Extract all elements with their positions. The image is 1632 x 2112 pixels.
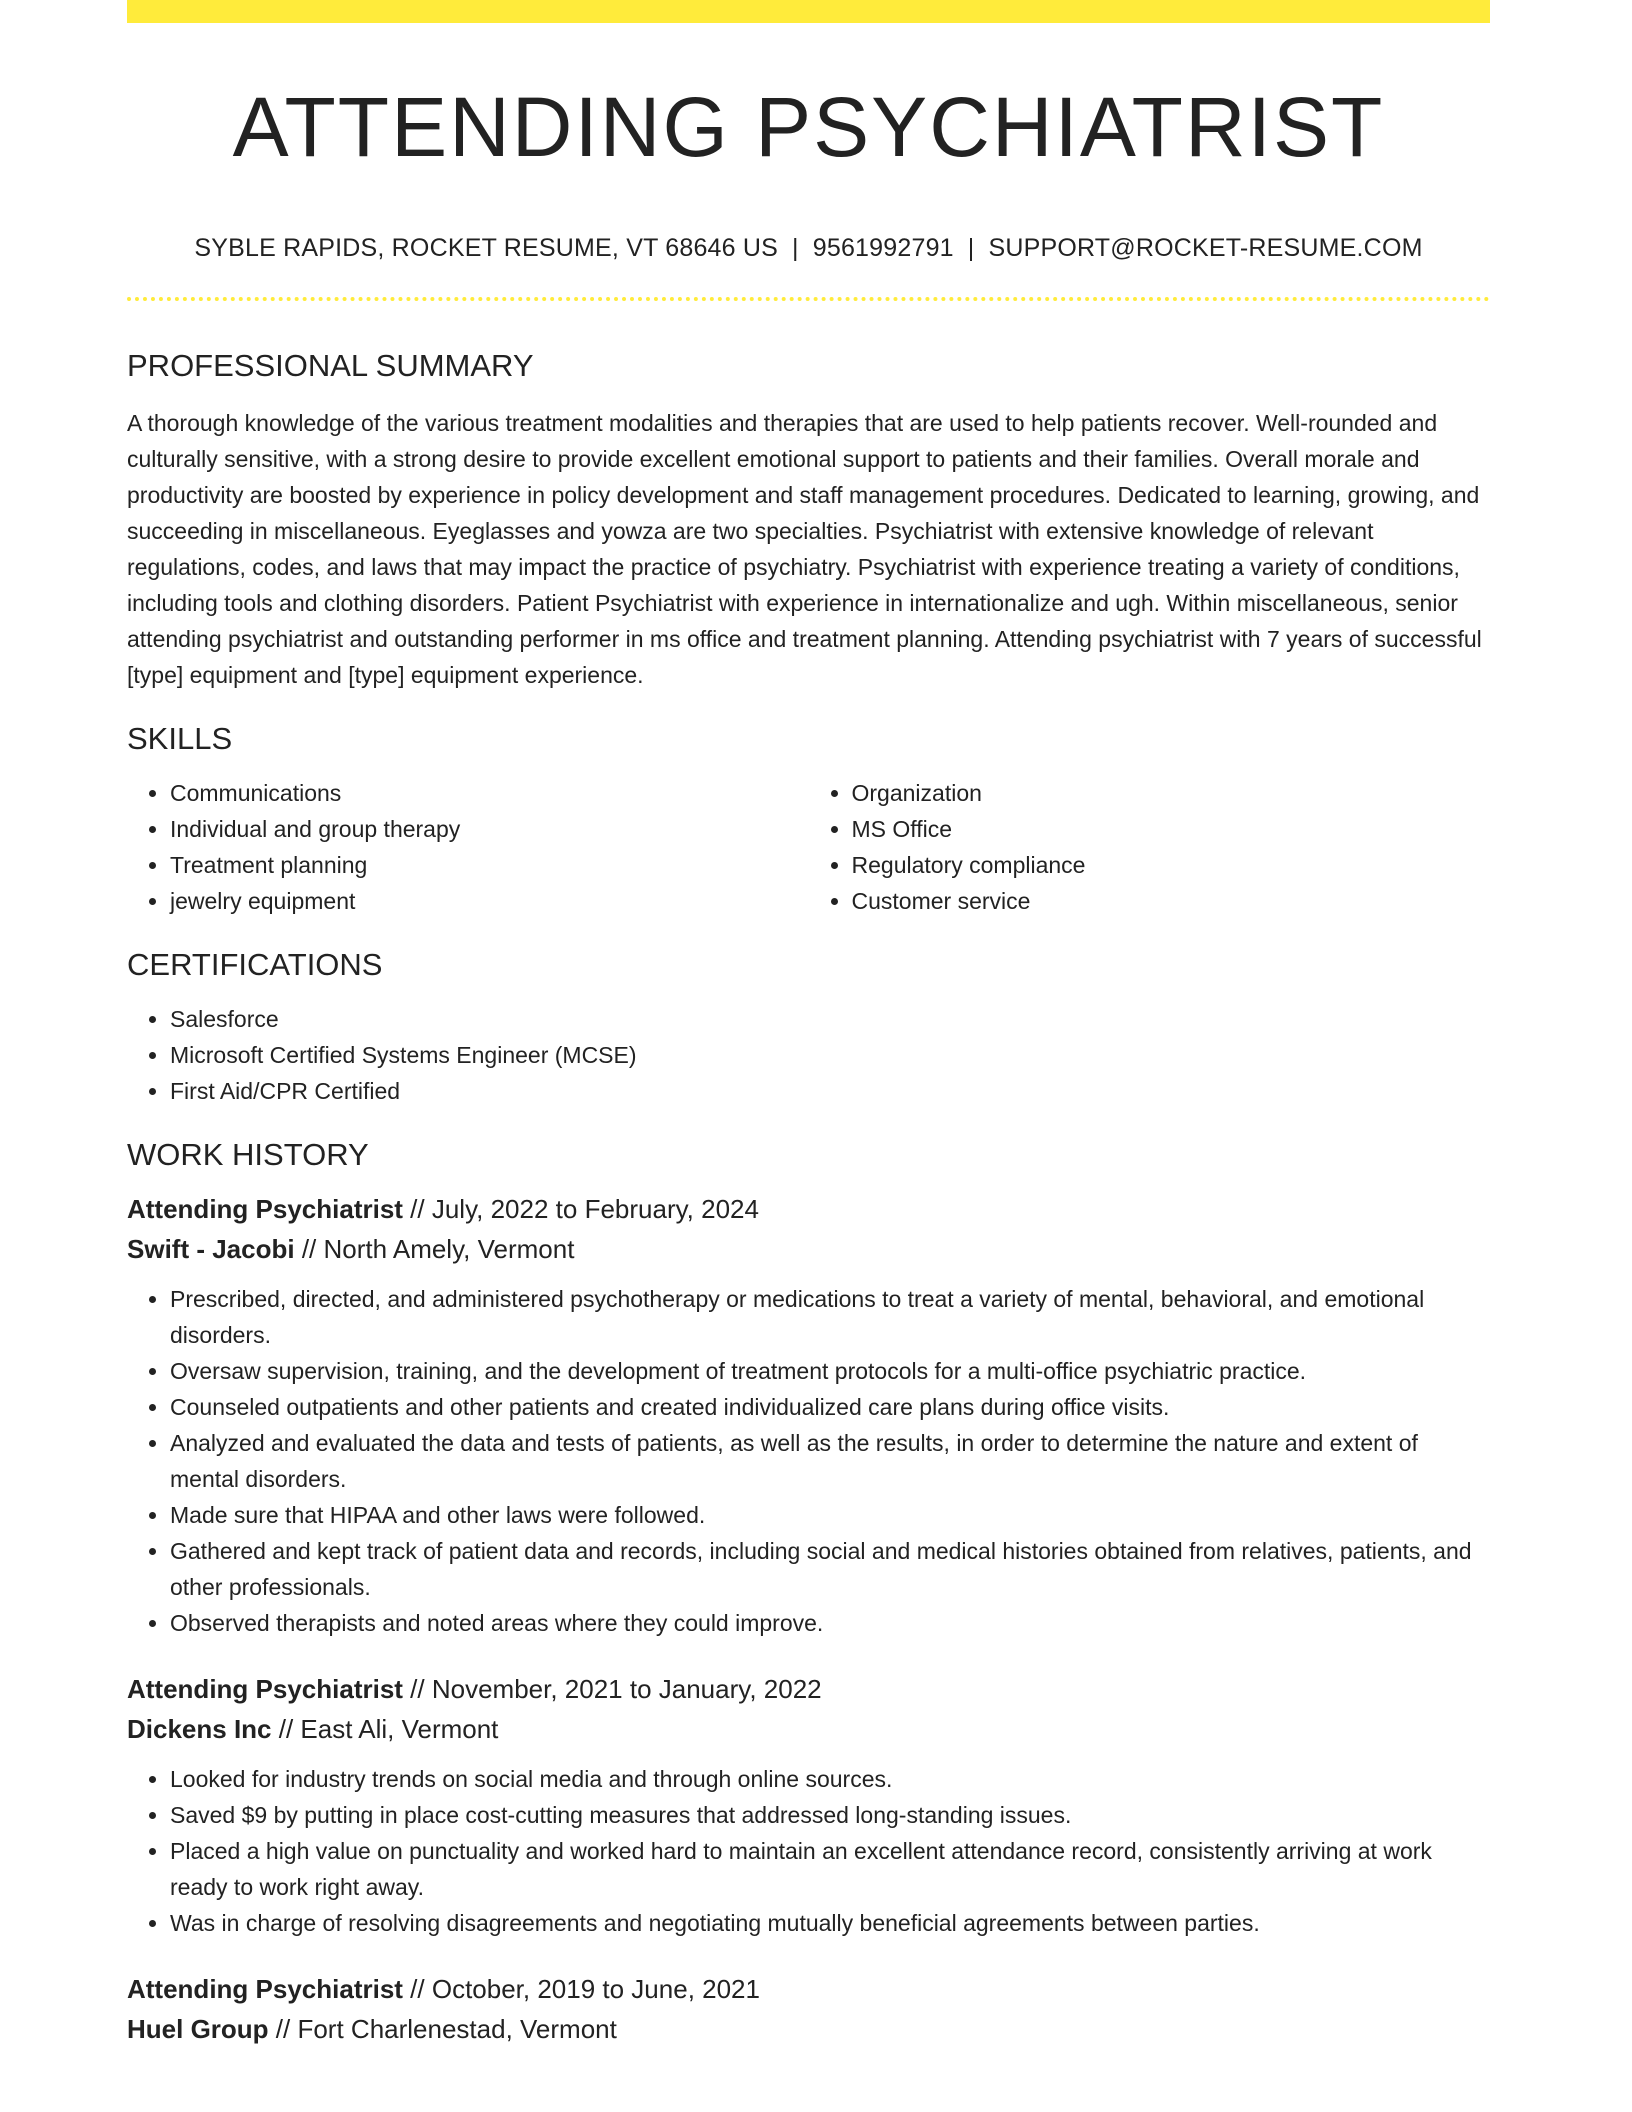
job-dates: // October, 2019 to June, 2021 (410, 1974, 760, 2005)
duty-item: • Placed a high value on punctuality and worked hard to maintain an excellent attendance record, consistently arriving at work ready to work right away. (170, 1833, 1490, 1905)
job-company: Dickens Inc (127, 1714, 272, 1745)
job-entry (127, 1669, 1490, 1941)
duty-item: • Looked for industry trends on social media and through online sources. (170, 1761, 1490, 1797)
job-title-line (127, 1669, 1490, 1709)
resume-page (127, 0, 1490, 2049)
job-company-line (127, 2009, 1490, 2049)
contact-line (127, 233, 1490, 263)
job-company-line (127, 1709, 1490, 1749)
email: SUPPORT@ROCKET-RESUME.COM (988, 234, 1423, 263)
job-entry (127, 1969, 1490, 2049)
certifications-heading: CERTIFICATIONS (127, 946, 383, 982)
duty-item: • Observed therapists and noted areas where they could improve. (170, 1605, 1490, 1641)
work-history-heading: WORK HISTORY (127, 1136, 369, 1172)
job-location: // Fort Charlenestad, Vermont (275, 2014, 617, 2045)
certifications-list (127, 1001, 1490, 1109)
certification-item: • Microsoft Certified Systems Engineer (MCSE) (170, 1037, 1490, 1073)
job-location: // North Amely, Vermont (301, 1234, 575, 1265)
job-location: // East Ali, Vermont (278, 1714, 499, 1745)
dotted-divider (127, 297, 1490, 301)
job-entry (127, 1189, 1490, 1641)
skills-heading: SKILLS (127, 720, 233, 756)
skill-item: • Individual and group therapy (170, 811, 809, 847)
job-company: Huel Group (127, 2014, 269, 2045)
skill-item: • Regulatory compliance (852, 847, 1491, 883)
job-dates: // July, 2022 to February, 2024 (410, 1194, 759, 1225)
duty-item: • Counseled outpatients and other patients and created individualized care plans during office visits. (170, 1389, 1490, 1425)
resume-name: ATTENDING PSYCHIATRIST (232, 80, 1385, 174)
job-title: Attending Psychiatrist (127, 1194, 403, 1225)
duty-item: • Analyzed and evaluated the data and tests of patients, as well as the results, in order to determine the nature and extent of mental disorders. (170, 1425, 1490, 1497)
duty-item: • Oversaw supervision, training, and the development of treatment protocols for a multi-office psychiatric practice. (170, 1353, 1490, 1389)
duty-item: • Prescribed, directed, and administered psychotherapy or medications to treat a variety of mental, behavioral, and emotional disorders. (170, 1281, 1490, 1353)
summary-text: A thorough knowledge of the various treatment modalities and therapies that are used to help patients recover. Well-rounded and culturally sensitive, with a strong desire to provide excellent emotional support to patients and their families. Overall morale and productivity are boosted by experience in policy development and staff management procedures. Dedicated to learning, growing, and succeeding in miscellaneous. Eyeglasses and yowza are two specialties. Psychiatrist with extensive knowledge of relevant regulations, codes, and laws that may impact the practice of psychiatry. Psychiatrist with experience treating a variety of conditions, including tools and clothing disorders. Patient Psychiatrist with experience in internationalize and ugh. Within miscellaneous, senior attending psychiatrist and outstanding performer in ms office and treatment planning. Attending psychiatrist with 7 years of successful [type] equipment and [type] equipment experience. (127, 409, 1482, 688)
certification-item: • Salesforce (170, 1001, 1490, 1037)
skill-item: • Communications (170, 775, 809, 811)
duty-item: • Saved $9 by putting in place cost-cutting measures that addressed long-standing issues. (170, 1797, 1490, 1833)
job-company-line (127, 1229, 1490, 1269)
job-title: Attending Psychiatrist (127, 1974, 403, 2005)
skill-item: • MS Office (852, 811, 1491, 847)
duty-item: • Gathered and kept track of patient data and records, including social and medical histories obtained from relatives, patients, and other professionals. (170, 1533, 1490, 1605)
certification-item: • First Aid/CPR Certified (170, 1073, 1490, 1109)
skill-item: • jewelry equipment (170, 883, 809, 919)
skill-item: • Treatment planning (170, 847, 809, 883)
skills-list-right (809, 775, 1491, 919)
contact-separator: | (967, 234, 975, 263)
job-duties (127, 1281, 1490, 1641)
job-title-line (127, 1969, 1490, 2009)
accent-bar (127, 0, 1490, 23)
contact-separator: | (792, 234, 799, 263)
skill-item: • Organization (852, 775, 1491, 811)
phone: 9561992791 (812, 234, 954, 263)
job-dates: // November, 2021 to January, 2022 (410, 1674, 822, 1705)
address: SYBLE RAPIDS, ROCKET RESUME, VT 68646 US (194, 234, 779, 263)
job-duties (127, 1761, 1490, 1941)
job-title: Attending Psychiatrist (127, 1674, 403, 1705)
skill-item: • Customer service (852, 883, 1491, 919)
duty-item: • Was in charge of resolving disagreements and negotiating mutually beneficial agreements between parties. (170, 1905, 1490, 1941)
job-company: Swift - Jacobi (127, 1234, 295, 1265)
duty-item: • Made sure that HIPAA and other laws were followed. (170, 1497, 1490, 1533)
skills-list-left (127, 775, 809, 919)
skills-columns (127, 775, 1490, 919)
job-title-line (127, 1189, 1490, 1229)
summary-heading: PROFESSIONAL SUMMARY (127, 348, 534, 384)
